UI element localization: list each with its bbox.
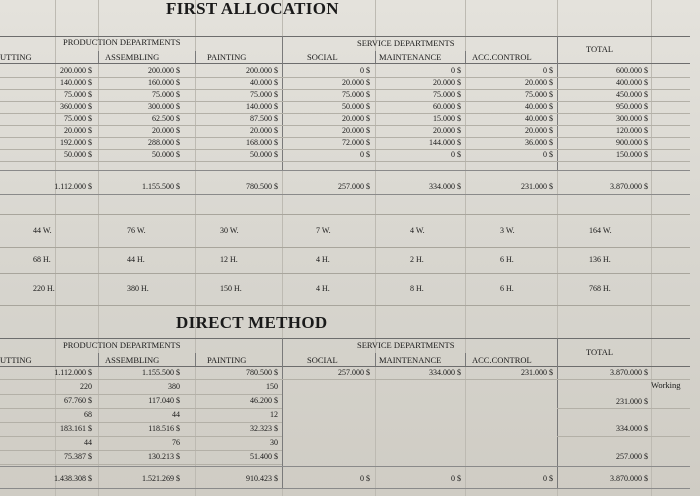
first-cell: 120.000 $ [616,126,648,135]
first-cell: 360.000 $ [60,102,92,111]
first-cell: 140.000 $ [60,78,92,87]
first-cell: 20.000 $ [250,126,278,135]
direct-col-social: SOCIAL [307,355,338,365]
driver-cell: 4 W. [410,226,425,235]
driver-cell: 3 W. [500,226,515,235]
first-cell: 200.000 $ [148,66,180,75]
first-cell: 20.000 $ [433,126,461,135]
first-cell: 75.000 $ [250,90,278,99]
first-cell: 75.000 $ [152,90,180,99]
first-cell: 20.000 $ [64,126,92,135]
first-cell: 450.000 $ [616,90,648,99]
first-cell: 20.000 $ [433,78,461,87]
first-cell: 75.000 $ [64,114,92,123]
direct-method-title: DIRECT METHOD [176,313,328,332]
driver-cell: 220 H. [33,284,55,293]
direct-cell: 150 [266,382,278,391]
first-cell: 600.000 $ [616,66,648,75]
direct-cell: 32.323 $ [250,424,278,433]
first-cell: 20.000 $ [342,78,370,87]
grid-row [0,273,690,274]
grid-row [0,149,690,150]
grid-row [0,379,690,380]
direct-cell: 51.400 $ [250,452,278,461]
first-total-cell: 1.155.500 $ [142,182,180,191]
direct-top-cell: 334.000 $ [429,368,461,377]
first-prod-header: PRODUCTION DEPARTMENTS [63,37,181,47]
direct-final-border [0,488,690,489]
driver-cell: 768 H. [589,284,611,293]
first-cell: 87.500 $ [250,114,278,123]
first-cell: 150.000 $ [616,150,648,159]
direct-header-top-border [0,338,690,339]
direct-bottom-cell: 910.423 $ [246,474,278,483]
first-cell: 50.000 $ [342,102,370,111]
first-cell: 75.000 $ [342,90,370,99]
grid-row [0,436,282,437]
first-header-bottom-border [0,63,690,64]
first-total-cell: 257.000 $ [338,182,370,191]
col-painting: PAINTING [207,52,247,62]
direct-total-cell: 334.000 $ [616,424,648,433]
direct-serv-header: SERVICE DEPARTMENTS [357,340,455,350]
grid-row [0,305,690,306]
driver-cell: 12 H. [220,255,238,264]
direct-divider [375,353,376,366]
direct-cell: 118.516 $ [148,424,180,433]
direct-col-assembling: ASSEMBLING [105,355,160,365]
direct-col-acc-control: ACC.CONTROL [472,355,532,365]
first-cell: 40.000 $ [250,78,278,87]
direct-cell: 46.200 $ [250,396,278,405]
first-cell: 36.000 $ [525,138,553,147]
first-cell: 400.000 $ [616,78,648,87]
first-cell: 140.000 $ [246,102,278,111]
driver-cell: 164 W. [589,226,612,235]
direct-bottom-cell: 1.521.269 $ [142,474,180,483]
col-cutting: UTTING [0,52,32,62]
direct-cell: 130.213 $ [148,452,180,461]
first-cell: 0 $ [451,66,461,75]
first-cell: 40.000 $ [525,102,553,111]
grid-row [557,436,690,437]
direct-bottom-cell: 3.870.000 $ [610,474,648,483]
working-label: Working [651,380,681,390]
first-cell: 0 $ [451,150,461,159]
first-divider [375,51,376,63]
first-divider [195,51,196,63]
grid-row [0,394,282,395]
direct-top-cell: 1.155.500 $ [142,368,180,377]
direct-total-header: TOTAL [586,347,614,357]
first-allocation-title: FIRST ALLOCATION [166,0,339,18]
direct-header-bottom-border [0,366,690,367]
direct-total-cell: 231.000 $ [616,397,648,406]
grid-col [375,0,376,496]
direct-bottom-cell: 0 $ [451,474,461,483]
first-cell: 0 $ [360,150,370,159]
first-cell: 900.000 $ [616,138,648,147]
direct-bottom-cell: 1.438.308 $ [54,474,92,483]
direct-cell: 183.161 $ [60,424,92,433]
first-cell: 0 $ [360,66,370,75]
direct-divider [465,353,466,366]
first-cell: 200.000 $ [60,66,92,75]
col-acc-control: ACC.CONTROL [472,52,532,62]
first-divider [465,51,466,63]
first-cell: 300.000 $ [616,114,648,123]
direct-cell: 67.760 $ [64,396,92,405]
direct-top-cell: 257.000 $ [338,368,370,377]
direct-divider [195,353,196,366]
first-cell: 0 $ [543,150,553,159]
grid-row [0,214,690,215]
first-cell: 75.000 $ [525,90,553,99]
first-total-cell: 780.500 $ [246,182,278,191]
driver-cell: 44 H. [127,255,145,264]
driver-cell: 136 H. [589,255,611,264]
first-cell: 20.000 $ [525,78,553,87]
grid-row [0,247,690,248]
first-cell: 62.500 $ [152,114,180,123]
col-assembling: ASSEMBLING [105,52,160,62]
first-divider [98,51,99,63]
driver-cell: 7 W. [316,226,331,235]
driver-cell: 6 H. [500,284,514,293]
driver-cell: 6 H. [500,255,514,264]
direct-bottom-border [0,466,690,467]
grid-row [0,161,690,162]
direct-bottom-cell: 0 $ [360,474,370,483]
col-social: SOCIAL [307,52,338,62]
grid-row [0,450,282,451]
driver-cell: 4 H. [316,284,330,293]
first-cell: 50.000 $ [250,150,278,159]
first-cell: 50.000 $ [64,150,92,159]
first-cell: 192.000 $ [60,138,92,147]
first-cell: 40.000 $ [525,114,553,123]
first-cell: 0 $ [543,66,553,75]
first-serv-header: SERVICE DEPARTMENTS [357,38,455,48]
first-cell: 75.000 $ [64,90,92,99]
first-total-cell: 231.000 $ [521,182,553,191]
first-cell: 20.000 $ [342,114,370,123]
direct-top-cell: 3.870.000 $ [610,368,648,377]
first-cell: 288.000 $ [148,138,180,147]
first-cell: 75.000 $ [433,90,461,99]
driver-cell: 380 H. [127,284,149,293]
first-total-cell: 3.870.000 $ [610,182,648,191]
driver-cell: 2 H. [410,255,424,264]
first-cell: 200.000 $ [246,66,278,75]
direct-cell: 75.387 $ [64,452,92,461]
direct-total-cell: 257.000 $ [616,452,648,461]
driver-cell: 8 H. [410,284,424,293]
first-cell: 160.000 $ [148,78,180,87]
direct-cell: 44 [84,438,92,447]
direct-cell: 44 [172,410,180,419]
first-cell: 60.000 $ [433,102,461,111]
direct-cell: 117.040 $ [148,396,180,405]
grid-row [0,422,282,423]
first-cell: 50.000 $ [152,150,180,159]
grid-row [0,464,282,465]
driver-cell: 44 W. [33,226,52,235]
first-total-header: TOTAL [586,44,614,54]
first-cell: 168.000 $ [246,138,278,147]
direct-cell: 76 [172,438,180,447]
first-cell: 144.000 $ [429,138,461,147]
first-cell: 20.000 $ [152,126,180,135]
first-total-cell: 334.000 $ [429,182,461,191]
grid-col [651,0,652,496]
driver-cell: 30 W. [220,226,239,235]
first-cell: 72.000 $ [342,138,370,147]
first-cell: 300.000 $ [148,102,180,111]
driver-cell: 68 H. [33,255,51,264]
direct-divider [98,353,99,366]
direct-cell: 380 [168,382,180,391]
grid-row [557,408,690,409]
col-maintenance: MAINTENANCE [379,52,442,62]
direct-bottom-cell: 0 $ [543,474,553,483]
direct-cell: 220 [80,382,92,391]
driver-cell: 150 H. [220,284,242,293]
direct-col-cutting: UTTING [0,355,32,365]
direct-col-painting: PAINTING [207,355,247,365]
direct-cell: 68 [84,410,92,419]
first-cell: 20.000 $ [342,126,370,135]
driver-cell: 4 H. [316,255,330,264]
first-cell: 950.000 $ [616,102,648,111]
direct-prod-header: PRODUCTION DEPARTMENTS [63,340,181,350]
grid-col [465,0,466,496]
grid-row [0,408,282,409]
direct-top-cell: 1.112.000 $ [54,368,92,377]
direct-cell: 12 [270,410,278,419]
first-cell: 20.000 $ [525,126,553,135]
direct-col-maintenance: MAINTENANCE [379,355,442,365]
first-total-cell: 1.112.000 $ [54,182,92,191]
driver-cell: 76 W. [127,226,146,235]
first-totals-border [0,170,690,171]
direct-cell: 30 [270,438,278,447]
first-cell: 15.000 $ [433,114,461,123]
first-totals-bottom-border [0,194,690,195]
direct-top-cell: 231.000 $ [521,368,553,377]
direct-top-cell: 780.500 $ [246,368,278,377]
